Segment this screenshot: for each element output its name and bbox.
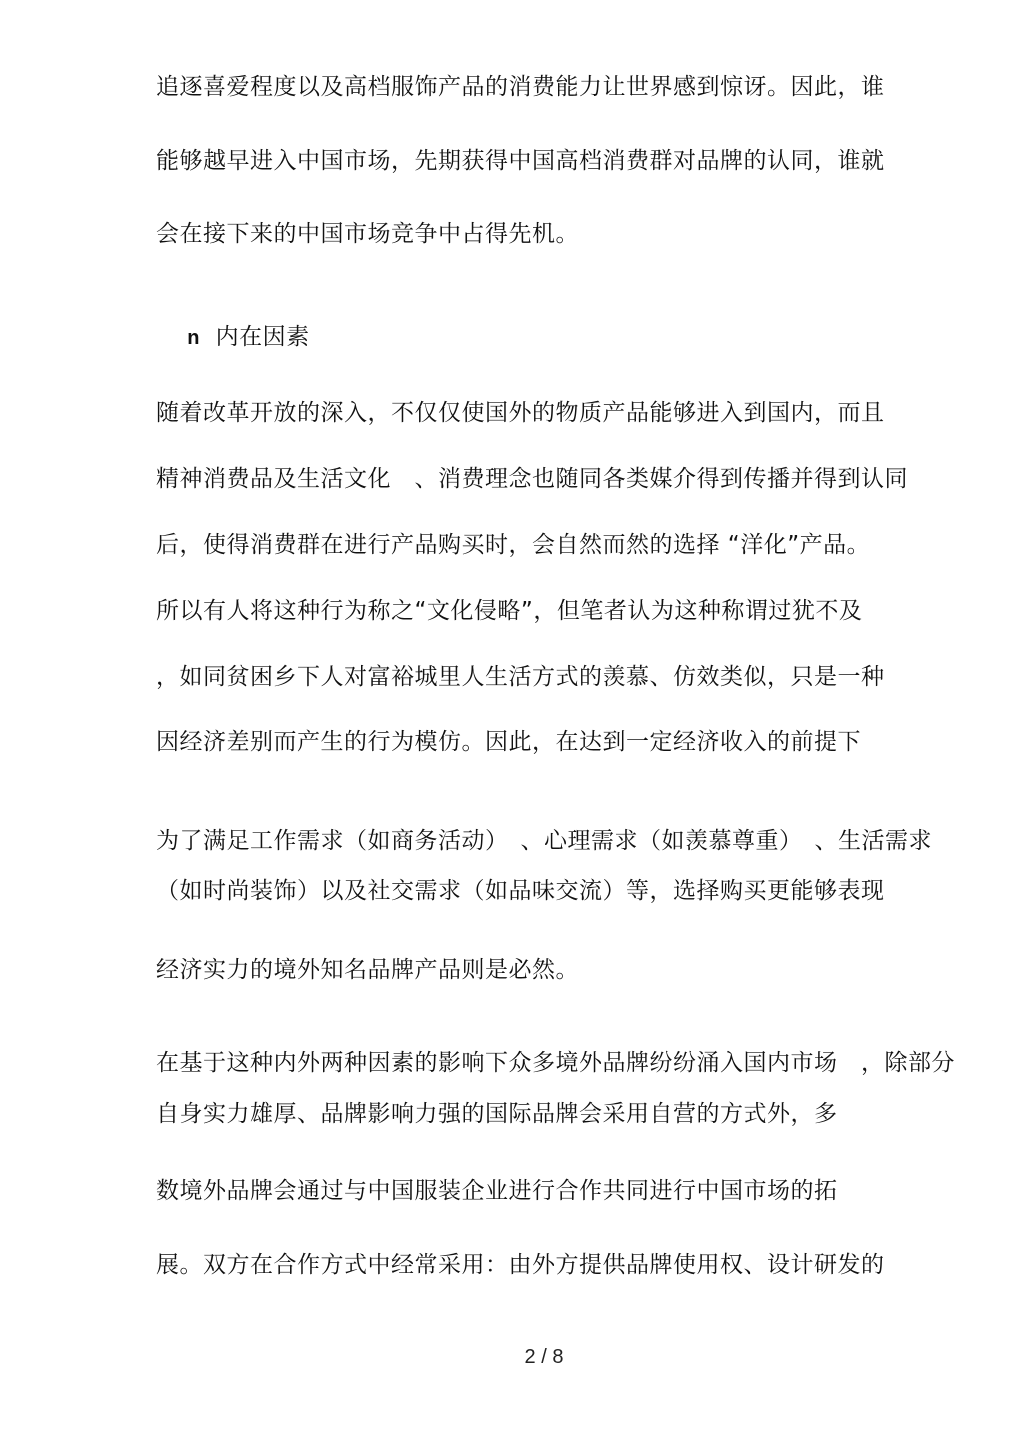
paragraph-line-7: 所以有人将这种行为称之“文化侵略”，但笔者认为这种称谓过犹不及 [156,598,863,624]
paragraph-line-6: 后，使得消费群在进行产品购买时，会自然而然的选择 “洋化”产品。 [156,532,871,558]
paragraph-line-4: 随着改革开放的深入，不仅仅使国外的物质产品能够进入到国内，而且 [156,400,885,426]
paragraph-line-13: 在基于这种内外两种因素的影响下众多境外品牌纷纷涌入国内市场 ，除部分 [156,1050,955,1076]
paragraph-line-15: 数境外品牌会通过与中国服装企业进行合作共同进行中国市场的拓 [156,1178,838,1204]
paragraph-line-3: 会在接下来的中国市场竞争中占得先机。 [156,221,579,247]
paragraph-line-14: 自身实力雄厚、品牌影响力强的国际品牌会采用自营的方式外，多 [156,1101,838,1127]
paragraph-line-12: 经济实力的境外知名品牌产品则是必然。 [156,957,579,983]
paragraph-line-9: 因经济差别而产生的行为模仿。因此，在达到一定经济收入的前提下 [156,729,861,755]
paragraph-line-1: 追逐喜爱程度以及高档服饰产品的消费能力让世界感到惊讶。因此，谁 [156,74,885,100]
paragraph-line-16: 展。双方在合作方式中经常采用：由外方提供品牌使用权、设计研发的 [156,1252,885,1278]
page-number: 2 / 8 [524,1346,564,1368]
section-heading [156,292,310,383]
paragraph-line-2: 能够越早进入中国市场，先期获得中国高档消费群对品牌的认同，谁就 [156,148,885,174]
section-heading-text: 内在因素 [215,324,310,350]
paragraph-line-11: （如时尚装饰）以及社交需求（如品味交流）等，选择购买更能够表现 [156,878,885,904]
paragraph-line-5: 精神消费品及生活文化 、消费理念也随同各类媒介得到传播并得到认同 [156,466,908,492]
bullet-marker: n [187,327,200,349]
paragraph-line-10: 为了满足工作需求（如商务活动） 、心理需求（如羡慕尊重） 、生活需求 [156,828,932,854]
paragraph-line-8: ，如同贫困乡下人对富裕城里人生活方式的羡慕、仿效类似，只是一种 [156,664,885,690]
